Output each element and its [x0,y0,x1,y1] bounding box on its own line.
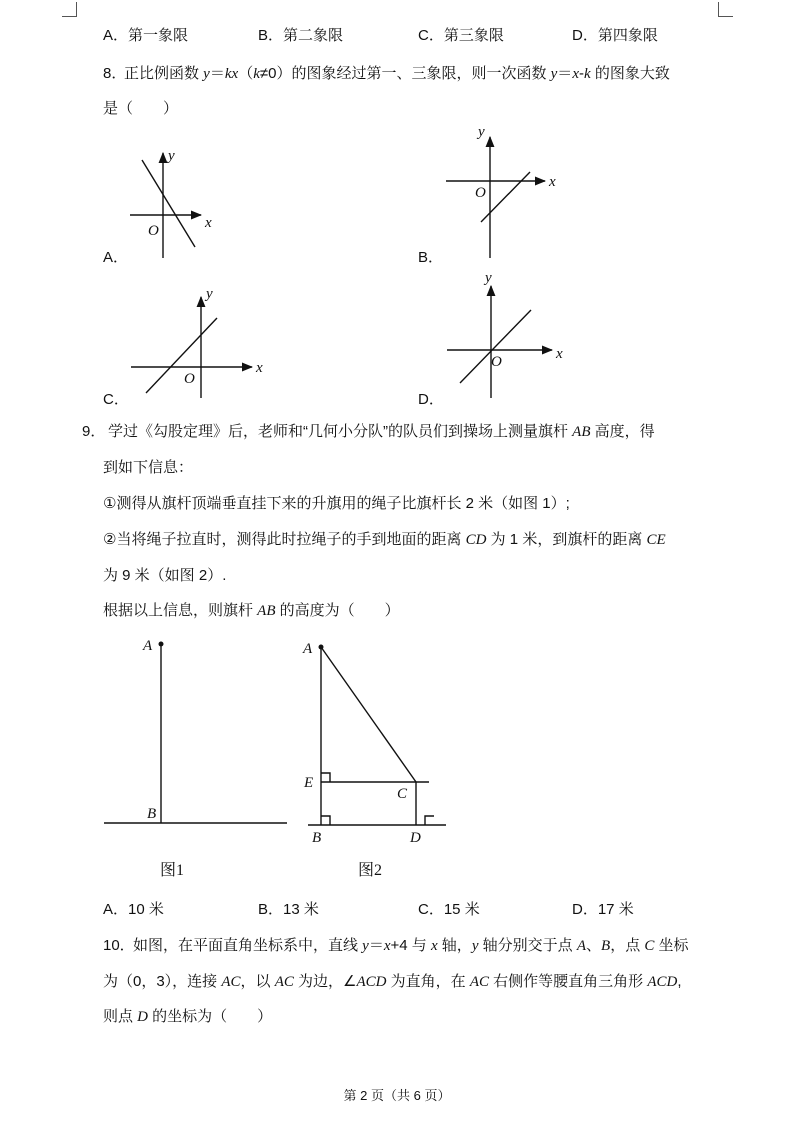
text-run: ②当将绳子拉直时，测得此时拉绳子的手到地面的距离 [103,531,466,548]
math-variable: AB [257,603,276,619]
math-variable: B [601,938,611,954]
text-run: 学过《勾股定理》后，老师和“几何小分队”的队员们到操场上测量旗杆 [108,423,573,440]
q7-option-a[interactable]: A．第一象限 [103,27,189,44]
q9-info-2 [103,528,666,549]
text-run: 的图象大致 [590,65,670,82]
q9-fig1-caption: 图1 [160,862,185,879]
q9-info-2-cont: 为 9 米（如图 2）. [103,567,227,584]
text-run: 为 1 米，到旗杆的距离 [486,531,647,548]
text-run: 、 [586,937,602,954]
text-run: 高度，得 [590,423,655,440]
q8-a-x-label: x [205,215,212,231]
text-run: , [677,973,682,990]
math-variable: y [362,938,369,954]
q8-graph-d[interactable] [447,286,552,398]
q8-option-c[interactable]: C． [103,391,129,408]
corner-mark-right [718,2,733,17]
math-variable: k [583,66,591,82]
q10-stem-line2 [103,970,682,991]
q10-stem-line1 [133,934,689,955]
q7-option-d[interactable]: D．第四象限 [572,27,658,44]
math-variable: CE [646,532,666,548]
right-angle-b [321,816,330,825]
q8-d-origin-label: O [491,354,502,370]
fig2-label-d: D [410,830,421,846]
right-angle-d [425,816,434,825]
math-variable: D [137,1009,149,1025]
q10-stem-line3 [103,1005,272,1026]
fig1-label-b: B [147,806,157,822]
math-variable: x [383,938,391,954]
q8-b-y-label: y [478,124,485,140]
function-line [460,310,531,383]
rope-ac [321,647,416,782]
text-run: 的高度为（ ） [275,602,400,619]
math-variable: ACD [356,974,387,990]
math-variable: AC [221,974,241,990]
q9-number: 9． [82,423,106,440]
text-run: （ [238,65,254,82]
text-run: ＝ [368,937,384,954]
function-line [481,172,530,222]
q8-c-y-label: y [206,286,213,302]
q7-option-b[interactable]: B．第二象限 [258,27,344,44]
fig2-label-e: E [304,775,314,791]
text-run: 轴分别交于点 [478,937,577,954]
q9-figure-1 [104,644,287,823]
text-run: 正比例函数 [124,65,204,82]
text-run: ，点 [610,937,645,954]
q8-a-origin-label: O [148,223,159,239]
q9-question [103,599,400,620]
text-run: 为直角，在 [386,973,470,990]
q8-c-origin-label: O [184,371,195,387]
q9-option-a[interactable]: A．10 米 [103,901,164,918]
q8-a-y-label: y [168,148,175,164]
q8-option-d[interactable]: D． [418,391,444,408]
math-variable: A [576,938,586,954]
text-run: ＝ [557,65,573,82]
text-run: 则点 [103,1008,138,1025]
text-run: +4 与 [390,937,431,954]
page-footer: 第 2 页（共 6 页） [343,1088,451,1103]
q9-info-1: ①测得从旗杆顶端垂直挂下来的升旗用的绳子比旗杆长 2 米（如图 1）; [103,495,570,512]
fig1-label-a: A [143,638,153,654]
q9-option-d[interactable]: D．17 米 [572,901,634,918]
math-variable: kx [224,66,239,82]
math-variable: CD [465,532,487,548]
math-variable: y [550,66,558,82]
q8-b-origin-label: O [475,185,486,201]
q8-graph-a[interactable] [130,153,201,258]
q8-number: 8． [103,65,127,82]
q7-option-c[interactable]: C．第三象限 [418,27,504,44]
text-run: 为（0，3），连接 [103,973,222,990]
text-run: ≠0）的图象经过第一、三象限，则一次函数 [259,65,551,82]
math-variable: k [253,66,260,82]
text-run: 为边，∠ [293,973,357,990]
q9-option-c[interactable]: C．15 米 [418,901,480,918]
q8-d-y-label: y [485,270,492,286]
q8-c-x-label: x [256,360,263,376]
point-a-dot [159,642,164,647]
corner-mark-left [62,2,77,17]
text-run: 如图，在平面直角坐标系中，直线 [133,937,363,954]
function-line [146,318,217,393]
q8-option-b[interactable]: B． [418,249,444,266]
text-run: ，以 [240,973,275,990]
math-variable: AC [469,974,490,990]
text-run: 根据以上信息，则旗杆 [103,602,258,619]
q8-stem-line1 [124,62,670,83]
math-variable: y [203,66,210,82]
q9-option-b[interactable]: B．13 米 [258,901,319,918]
q8-stem-line2: 是（ ） [103,100,179,117]
fig2-label-c: C [397,786,408,802]
q8-option-a[interactable]: A． [103,249,129,266]
point-a2-dot [319,645,324,650]
math-variable: x [572,66,579,82]
fig2-label-b: B [312,830,322,846]
text-run: ＝ [209,65,225,82]
q10-number: 10． [103,937,135,954]
q8-graph-b[interactable] [446,137,545,258]
q9-stem-line1 [108,420,655,441]
math-variable: y [471,938,479,954]
text-run: 坐标 [654,937,689,954]
math-variable: x [430,938,438,954]
q9-stem-line2: 到如下信息： [103,459,194,476]
math-variable: ACD [647,974,678,990]
q8-d-x-label: x [556,346,563,362]
math-variable: AB [572,424,591,440]
q9-figure-2 [308,647,446,825]
math-variable: C [644,938,655,954]
text-run: 轴， [437,937,472,954]
right-angle-e [321,773,330,782]
fig2-label-a: A [303,641,313,657]
q8-b-x-label: x [549,174,556,190]
text-run: 右侧作等腰直角三角形 [489,973,648,990]
q9-figures [0,630,794,880]
text-run: 的坐标为（ ） [148,1008,273,1025]
text-run: - [578,65,584,82]
math-variable: AC [274,974,294,990]
q9-fig2-caption: 图2 [358,862,383,879]
